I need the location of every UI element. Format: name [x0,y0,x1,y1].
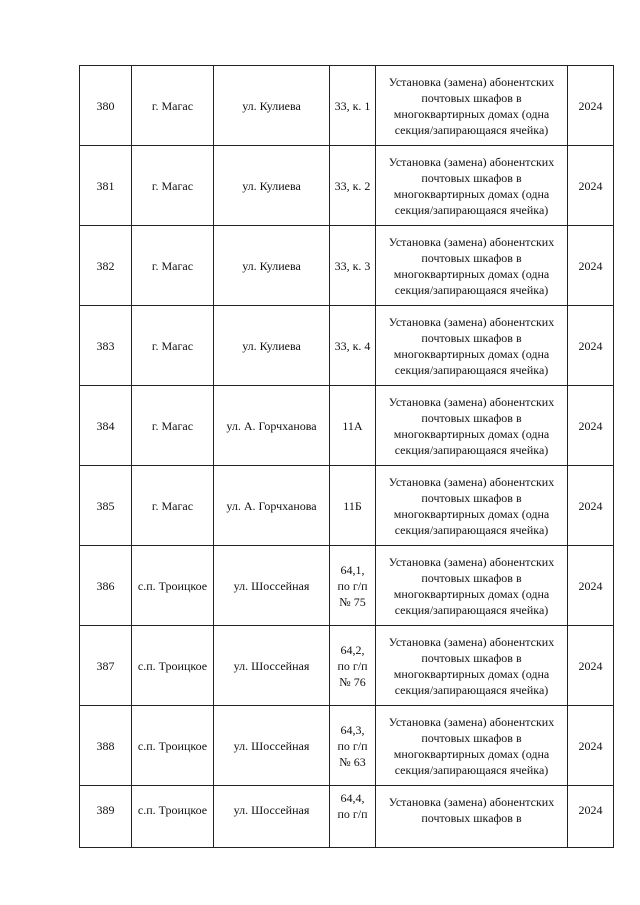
settlement-cell: г. Магас [132,386,214,466]
work-line: почтовых шкафов в [421,490,522,505]
work-line: секция/запирающаяся ячейка) [394,362,549,377]
row-number: 388 [80,706,132,786]
house-line: № 76 [339,674,366,689]
work-line: секция/запирающаяся ячейка) [394,682,549,697]
house-line: по г/п [337,738,368,753]
work-description-cell [376,306,568,386]
work-line: многоквартирных домах (одна [393,426,550,441]
work-line: многоквартирных домах (одна [393,746,550,761]
table-row [80,626,614,706]
work-line: секция/запирающаяся ячейка) [394,762,549,777]
work-line: многоквартирных домах (одна [393,186,550,201]
year-cell: 2024 [568,386,614,466]
year-cell: 2024 [568,466,614,546]
settlement-cell: с.п. Троицкое [132,626,214,706]
street-cell: ул. Кулиева [214,66,330,146]
house-line: по г/п [337,807,368,821]
year-cell: 2024 [568,786,614,848]
house-line: 64,3, [340,722,365,737]
street-cell: ул. Шоссейная [214,706,330,786]
work-description-cell [376,786,568,848]
row-number: 384 [80,386,132,466]
work-description-cell [376,626,568,706]
row-number: 385 [80,466,132,546]
work-line: Установка (замена) абонентских [388,74,555,89]
work-line: секция/запирающаяся ячейка) [394,282,549,297]
work-line: Установка (замена) абонентских [388,795,555,809]
work-line: многоквартирных домах (одна [393,346,550,361]
house-cell [330,786,376,848]
work-line: почтовых шкафов в [421,330,522,345]
house-line: 33, к. 4 [334,338,371,353]
settlement-cell: г. Магас [132,466,214,546]
house-line: 33, к. 2 [334,178,371,193]
work-line: Установка (замена) абонентских [388,634,555,649]
work-line: многоквартирных домах (одна [393,666,550,681]
house-line: 64,4, [340,791,365,805]
work-line: секция/запирающаяся ячейка) [394,442,549,457]
settlement-cell: с.п. Троицкое [132,786,214,848]
street-cell: ул. Кулиева [214,226,330,306]
work-line: Установка (замена) абонентских [388,234,555,249]
work-line: секция/запирающаяся ячейка) [394,202,549,217]
table-row [80,466,614,546]
house-cell [330,466,376,546]
work-description-cell [376,466,568,546]
year-cell: 2024 [568,626,614,706]
table-row [80,786,614,848]
house-line: 33, к. 3 [334,258,371,273]
street-cell: ул. Шоссейная [214,546,330,626]
work-line: Установка (замена) абонентских [388,474,555,489]
work-description-cell [376,546,568,626]
house-cell [330,626,376,706]
work-line: Установка (замена) абонентских [388,394,555,409]
settlement-cell: г. Магас [132,146,214,226]
house-line: 11А [342,418,363,433]
work-line: многоквартирных домах (одна [393,506,550,521]
work-line: секция/запирающаяся ячейка) [394,602,549,617]
table-row [80,306,614,386]
work-line: почтовых шкафов в [421,730,522,745]
work-line: почтовых шкафов в [421,90,522,105]
work-line: многоквартирных домах (одна [393,586,550,601]
work-line: почтовых шкафов в [421,811,522,825]
work-line: Установка (замена) абонентских [388,554,555,569]
work-description-cell [376,706,568,786]
street-cell: ул. А. Горчханова [214,386,330,466]
work-line: Установка (замена) абонентских [388,314,555,329]
house-line: № 63 [339,754,366,769]
work-line: Установка (замена) абонентских [388,154,555,169]
work-line: многоквартирных домах (одна [393,106,550,121]
work-line: почтовых шкафов в [421,170,522,185]
row-number: 387 [80,626,132,706]
house-line: 11Б [343,498,362,513]
work-description-cell [376,226,568,306]
table-row [80,226,614,306]
work-line: почтовых шкафов в [421,570,522,585]
table-row [80,66,614,146]
work-description-cell [376,146,568,226]
row-number: 382 [80,226,132,306]
row-number: 380 [80,66,132,146]
work-line: Установка (замена) абонентских [388,714,555,729]
address-table [79,65,614,848]
work-line: многоквартирных домах (одна [393,266,550,281]
house-line: 33, к. 1 [334,98,371,113]
house-line: 64,2, [340,642,365,657]
house-cell [330,706,376,786]
street-cell: ул. А. Горчханова [214,466,330,546]
work-line: секция/запирающаяся ячейка) [394,522,549,537]
row-number: 386 [80,546,132,626]
house-line: № 75 [339,594,366,609]
settlement-cell: г. Магас [132,306,214,386]
work-line: почтовых шкафов в [421,650,522,665]
work-line: почтовых шкафов в [421,410,522,425]
street-cell: ул. Шоссейная [214,786,330,848]
table-row [80,146,614,226]
settlement-cell: г. Магас [132,66,214,146]
row-number: 381 [80,146,132,226]
work-description-cell [376,66,568,146]
year-cell: 2024 [568,306,614,386]
row-number: 383 [80,306,132,386]
table-body [80,66,614,848]
house-cell [330,386,376,466]
settlement-cell: г. Магас [132,226,214,306]
street-cell: ул. Кулиева [214,146,330,226]
year-cell: 2024 [568,546,614,626]
house-line: по г/п [337,578,368,593]
house-cell [330,306,376,386]
house-cell [330,546,376,626]
year-cell: 2024 [568,226,614,306]
house-line: 64,1, [340,562,365,577]
year-cell: 2024 [568,66,614,146]
house-cell [330,66,376,146]
settlement-cell: с.п. Троицкое [132,546,214,626]
work-line: почтовых шкафов в [421,250,522,265]
house-cell [330,226,376,306]
year-cell: 2024 [568,146,614,226]
settlement-cell: с.п. Троицкое [132,706,214,786]
row-number: 389 [80,786,132,848]
table-row [80,546,614,626]
house-line: по г/п [337,658,368,673]
table-row [80,386,614,466]
year-cell: 2024 [568,706,614,786]
street-cell: ул. Кулиева [214,306,330,386]
table-row [80,706,614,786]
house-cell [330,146,376,226]
street-cell: ул. Шоссейная [214,626,330,706]
work-description-cell [376,386,568,466]
work-line: секция/запирающаяся ячейка) [394,122,549,137]
